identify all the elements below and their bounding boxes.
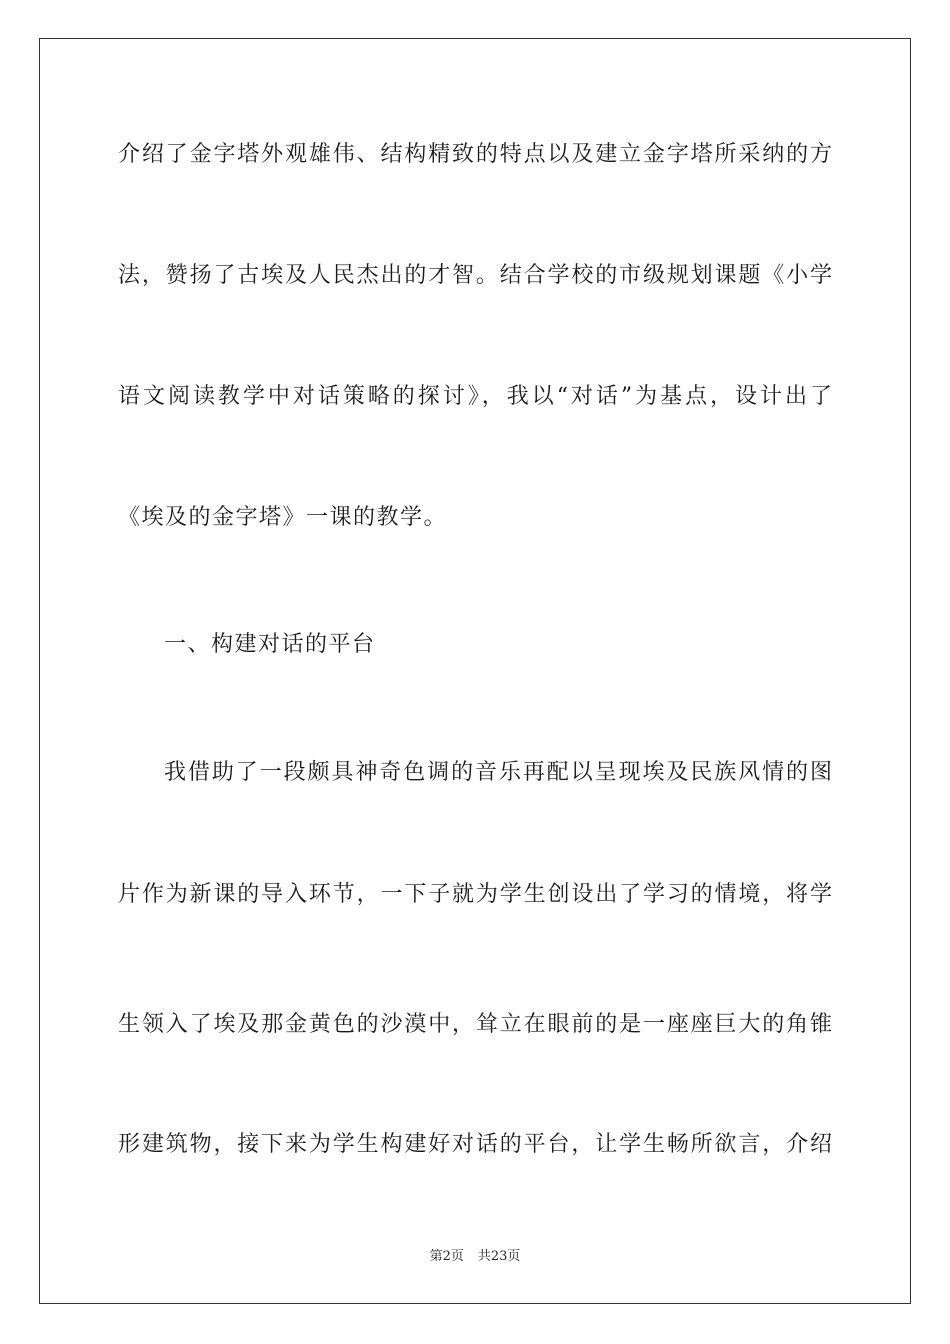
paragraph-line: 片作为新课的导入环节，一下子就为学生创设出了学习的情境，将学 bbox=[118, 882, 832, 907]
paragraph-line: 语文阅读教学中对话策略的探讨》，我以“对话”为基点，设计出了 bbox=[118, 384, 832, 409]
total-pages: 共23页 bbox=[477, 1249, 521, 1264]
paragraph-line: 介绍了金字塔外观雄伟、结构精致的特点以及建立金字塔所采纳的方 bbox=[118, 142, 832, 167]
page-border bbox=[39, 38, 911, 1304]
paragraph-line: 形建筑物，接下来为学生构建好对话的平台，让学生畅所欲言，介绍 bbox=[118, 1132, 832, 1157]
paragraph-line: 生领入了埃及那金黄色的沙漠中，耸立在眼前的是一座座巨大的角锥 bbox=[118, 1012, 832, 1037]
section-heading: 一、构建对话的平台 bbox=[164, 632, 376, 657]
paragraph-line: 我借助了一段颇具神奇色调的音乐再配以呈现埃及民族风情的图 bbox=[164, 760, 832, 785]
page-number: 第2页 bbox=[429, 1249, 464, 1264]
page-footer bbox=[0, 1248, 950, 1266]
paragraph-line: 法，赞扬了古埃及人民杰出的才智。结合学校的市级规划课题《小学 bbox=[118, 263, 832, 288]
paragraph-line: 《埃及的金字塔》一课的教学。 bbox=[118, 505, 448, 530]
